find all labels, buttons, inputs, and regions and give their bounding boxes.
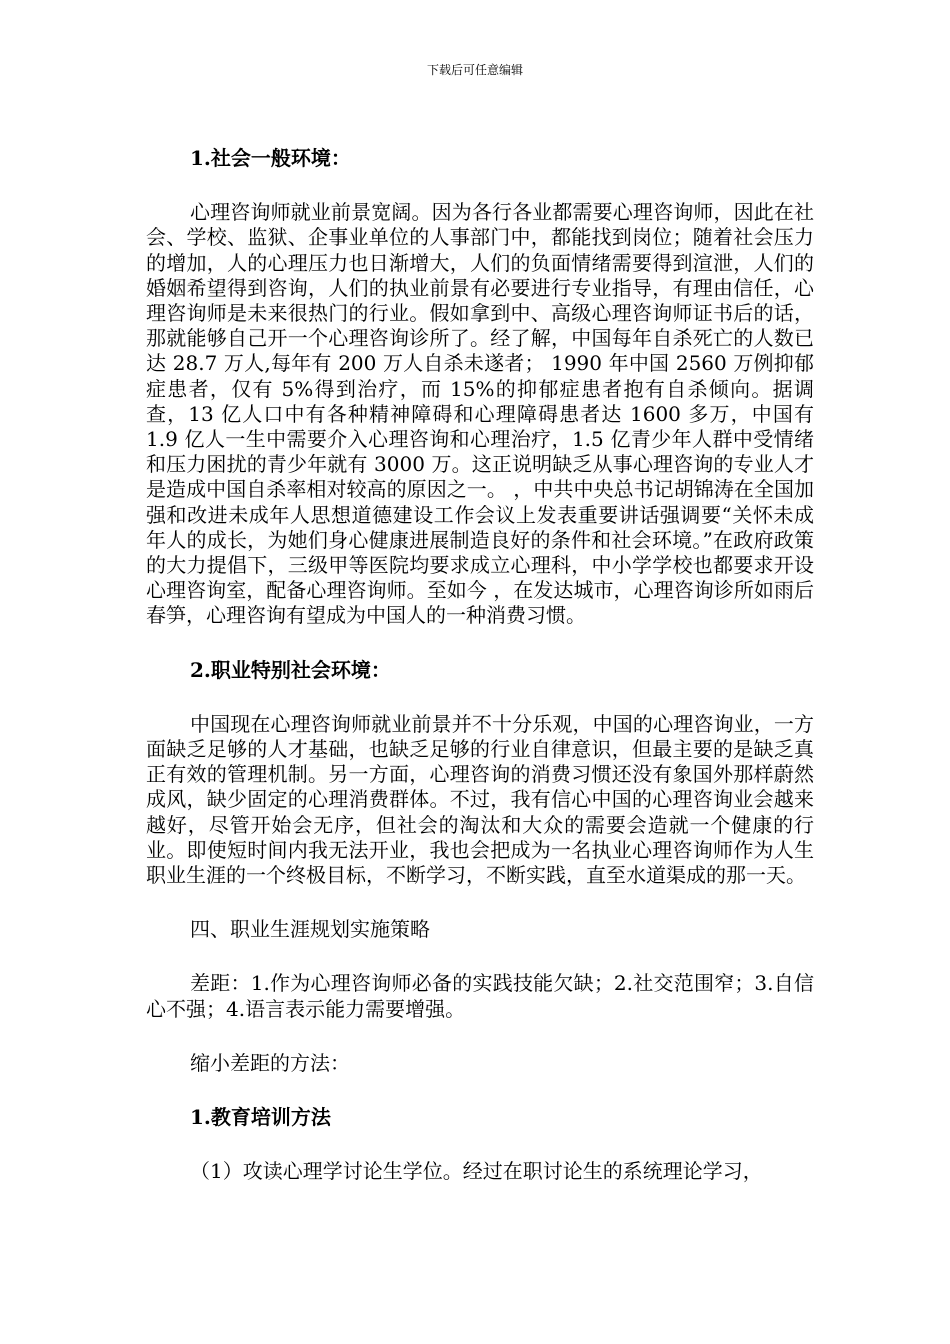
heading-education-training: 1.教育培训方法 — [190, 1105, 331, 1130]
section-heading-social-environment: 1.社会一般环境： — [190, 146, 351, 170]
page-header: 下载后可任意编辑 — [426, 63, 523, 77]
paragraph-item-1: （1）攻读心理学讨论生学位。经过在职讨论生的系统理论学习， — [190, 1159, 763, 1184]
paragraph-occupational-environment: 中国现在心理咨询师就业前景并不十分乐观，中国的心理咨询业，一方面缺乏足够的人才基础，也缺乏足够的行业自律意识，但最主要的是缺乏真正有效的管理机制。另一方面，心理咨询的消费习惯还没有象国外那样蔚然成风，缺少固定的心理消费群体。不过，我有信心中国的心理咨询业会越来越好，尽管开始会无序，但社会的淘汰和大众的需要会造就一个健康的行业。即使短时间内我无法开业，我也会把成为一名执业心理咨询师作为人生职业生涯的一个终极目标，不断学习，不断实践，直至水道渠成的那一天。 — [146, 711, 814, 888]
document-body — [146, 146, 814, 1185]
section-heading-implementation-strategy: 四、职业生涯规划实施策略 — [190, 917, 430, 942]
section-heading-occupational-environment: 2.职业特别社会环境： — [190, 657, 391, 682]
heading-methods: 缩小差距的方法： — [190, 1050, 350, 1075]
paragraph-gaps: 差距：1.作为心理咨询师必备的实践技能欠缺；2.社交范围窄；3.自信心不强；4.语言表示能力需要增强。 — [146, 971, 814, 1021]
paragraph-social-environment: 心理咨询师就业前景宽阔。因为各行各业都需要心理咨询师，因此在社会、学校、监狱、企事业单位的人事部门中，都能找到岗位；随着社会压力的增加，人的心理压力也日渐增大，人们的负面情绪需要得到渲泄，人们的婚姻希望得到咨询，人们的执业前景有必要进行专业指导，有理由信任，心理咨询师是未来很热门的行业。假如拿到中、高级心理咨询师证书后的话，那就能够自己开一个心理咨询诊所了。经了解，中国每年自杀死亡的人数已达 28.7 万人,每年有 200 万人自杀未遂者； 1990 年中国 2560 万例抑郁症患者，仅有 5%得到治疗，而 15%的抑郁症患者抱有自杀倾向。据调查，13 亿人口中有各种精神障碍和心理障碍患者达 1600 多万，中国有 1.9 亿人一生中需要介入心理咨询和心理治疗，1.5 亿青少年人群中受情绪和压力困扰的青少年就有 3000 万。这正说明缺乏从事心理咨询的专业人才是造成中国自杀率相对较高的原因之一。 ，中共中央总书记胡锦涛在全国加强和改进未成年人思想道德建设工作会议上发表重要讲话强调要“关怀未成年人的成长，为她们身心健康进展制造良好的条件和社会环境。”在政府政策的大力提倡下，三级甲等医院均要求成立心理科，中小学学校也都要求开设心理咨询室，配备心理咨询师。至如今 ，在发达城市，心理咨询诊所如雨后春笋，心理咨询有望成为中国人的一种消费习惯。 — [146, 200, 814, 628]
